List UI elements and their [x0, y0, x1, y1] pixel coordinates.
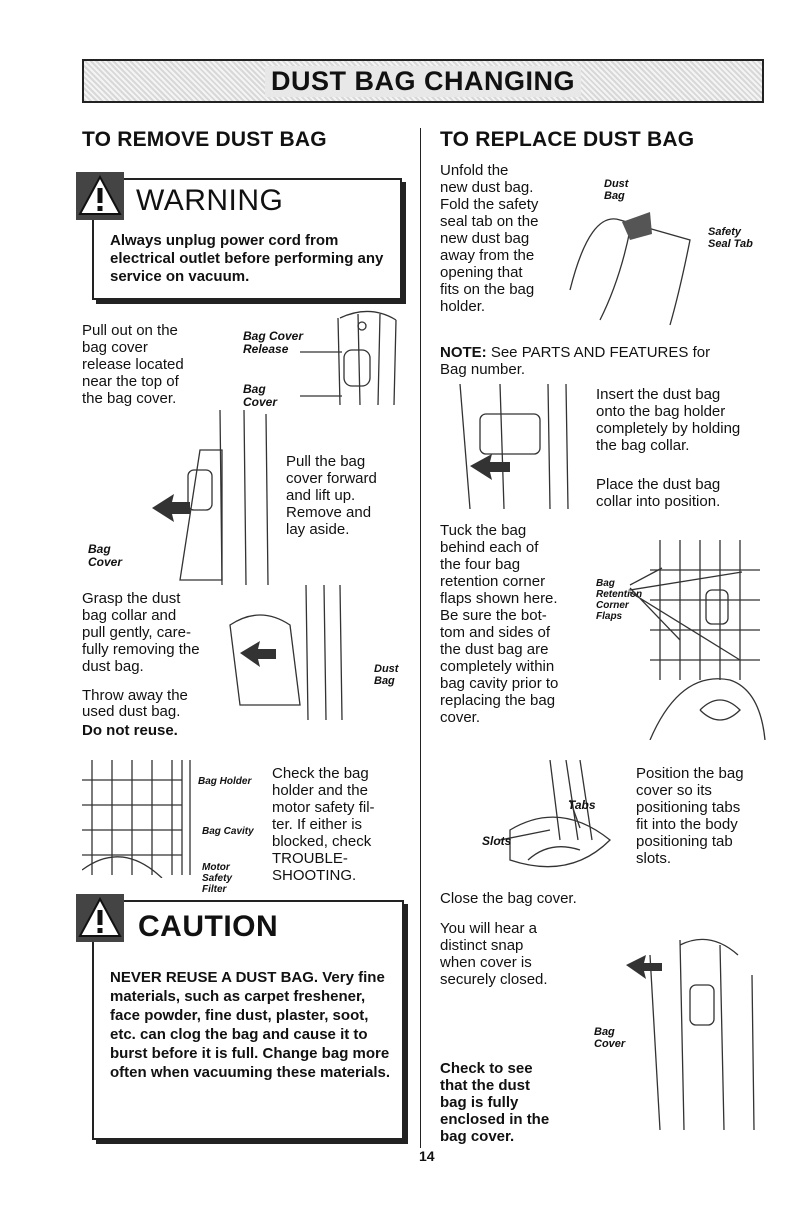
replace-heading: TO REPLACE DUST BAG [440, 128, 695, 151]
throw-away-text: Throw away the used dust bag. [82, 687, 188, 720]
label-retention-flaps: Bag Retention Corner Flaps [596, 578, 643, 622]
position-cover-illustration [470, 760, 630, 880]
replace-step5-text: You will hear a distinct snap when cover is securely closed. [440, 920, 548, 988]
caution-text: NEVER REUSE A DUST BAG. Very fine materials, such as carpet freshener, face powder, fine dust, plaster, soot, etc. can clog the bag and cause it to burst before it is full. Change bag more often when vacuuming these materials. [110, 969, 391, 1081]
place-collar-text: Place the dust bag collar into position. [596, 476, 721, 510]
label-dust-bag: Dust Bag [374, 663, 399, 687]
label-bag-cover-release: Bag Cover Release [243, 329, 304, 356]
label-bag-cover: Bag Cover [243, 382, 278, 409]
caution-title: CAUTION [138, 910, 279, 943]
label-motor-safety-filter: Motor Safety Filter [202, 862, 233, 895]
page-banner [82, 59, 764, 103]
bag-holder-illustration [82, 760, 200, 878]
warning-text: Always unplug power cord from electrical outlet before performing any service on vacuum. [110, 232, 384, 285]
do-not-reuse-text: Do not reuse. [82, 722, 178, 739]
remove-step3-text: Grasp the dust bag collar and pull gently, care- fully removing the dust bag. [82, 590, 200, 675]
remove-step4-text: Check the bag holder and the motor safety fil- ter. If either is blocked, check TROUBLE- SHOOTING. [272, 765, 375, 884]
column-divider [420, 128, 421, 1148]
remove-step1-text: Pull out on the bag cover release located near the top of the bag cover. [82, 322, 184, 407]
label-bag-cover-3: Bag Cover [594, 1026, 626, 1050]
label-safety-seal-tab: Safety Seal Tab [708, 226, 753, 250]
warning-box [92, 178, 402, 300]
label-bag-cover-2: Bag Cover [88, 542, 123, 569]
warning-triangle-icon [76, 172, 124, 220]
vacuum-top-illustration [300, 310, 410, 410]
check-enclosed-text: Check to see that the dust bag is fully enclosed in the bag cover. [440, 1060, 550, 1145]
replace-step4-text: Position the bag cover so its positioning tabs fit into the body positioning tab slots. [636, 765, 744, 867]
remove-heading: TO REMOVE DUST BAG [82, 128, 327, 151]
retention-flaps-illustration [620, 530, 770, 740]
banner-title: DUST BAG CHANGING [265, 66, 581, 97]
replace-step2-text: Insert the dust bag onto the bag holder completely by holding the bag collar. [596, 386, 741, 454]
caution-box [92, 900, 404, 1140]
replace-step3-text: Tuck the bag behind each of the four bag retention corner flaps shown here. Be sure the bot- tom and sides of the dust bag are completely within bag cavity prior to replacing the bag cover. [440, 522, 559, 726]
insert-bag-illustration [440, 384, 590, 514]
label-slots: Slots [482, 834, 512, 848]
remove-step2-text: Pull the bag cover forward and lift up. Remove and lay aside. [286, 453, 377, 538]
remove-bag-illustration [210, 585, 360, 725]
label-bag-holder: Bag Holder [198, 776, 252, 787]
label-new-dust-bag: Dust Bag [604, 178, 629, 202]
label-bag-cavity: Bag Cavity [202, 826, 254, 837]
new-dust-bag-illustration [560, 200, 710, 330]
label-tabs: Tabs [568, 798, 596, 812]
closed-cover-illustration [620, 935, 770, 1135]
close-cover-text: Close the bag cover. [440, 890, 577, 907]
bag-cover-lift-illustration [150, 410, 280, 590]
caution-triangle-icon [76, 894, 124, 942]
page-number: 14 [419, 1148, 435, 1164]
warning-title: WARNING [136, 184, 284, 217]
note-text: NOTE: See PARTS AND FEATURES for Bag number. [440, 344, 711, 378]
replace-step1-text: Unfold the new dust bag. Fold the safety seal tab on the new dust bag away from the opening that fits on the bag holder. [440, 162, 539, 315]
